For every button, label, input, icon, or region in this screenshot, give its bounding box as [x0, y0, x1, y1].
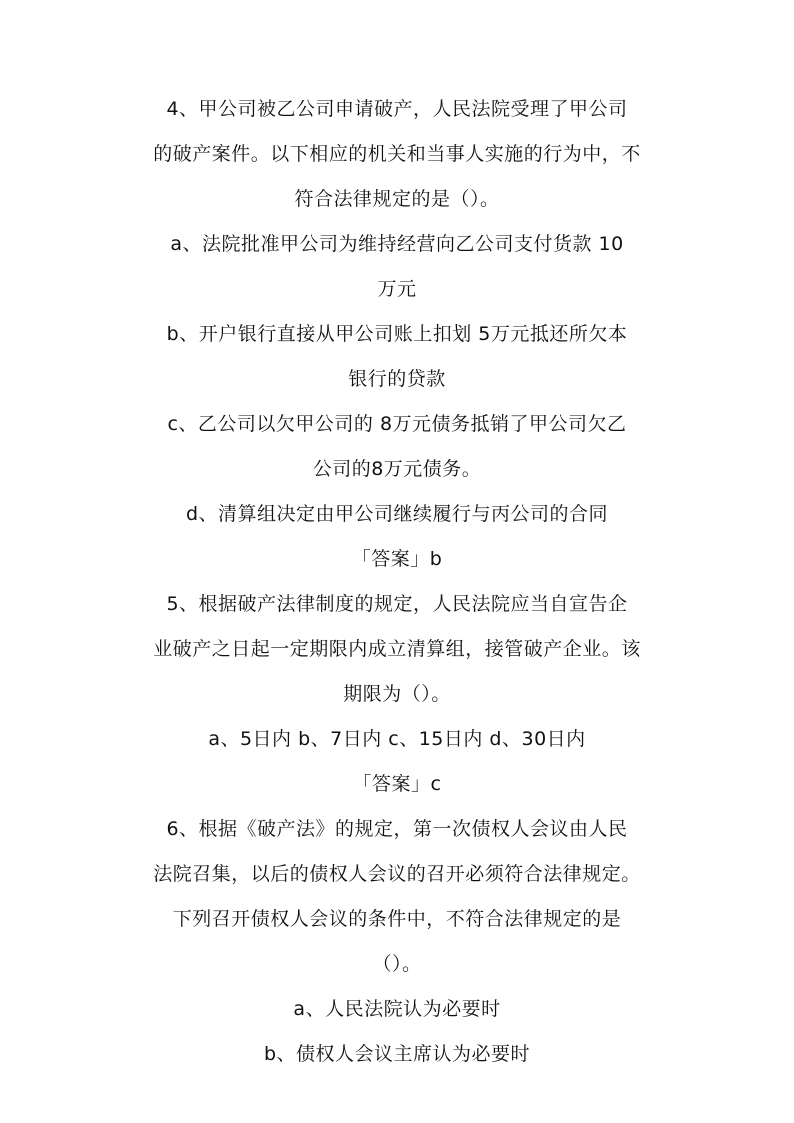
question-6-stem-line-2: 法院召集，以后的债权人会议的召开必须符合法律规定。	[153, 863, 641, 885]
question-4-answer: 「答案」b	[351, 548, 443, 570]
question-5-options: a、5日内 b、7日内 c、15日内 d、30日内	[208, 728, 586, 750]
question-4-stem-line-3: 符合法律规定的是（）。	[294, 188, 500, 210]
question-6-stem-line-1: 6、根据《破产法》的规定，第一次债权人会议由人民	[166, 818, 628, 840]
question-4-option-d: d、清算组决定由甲公司继续履行与丙公司的合同	[185, 503, 609, 525]
question-6-stem-line-4: （）。	[372, 953, 422, 975]
question-6-stem-line-3: 下列召开债权人会议的条件中，不符合法律规定的是	[172, 908, 622, 930]
question-4-option-a-line-1: a、法院批准甲公司为维持经营向乙公司支付货款 10	[170, 233, 624, 255]
question-5-stem-line-3: 期限为（）。	[343, 683, 451, 705]
question-4-stem-line-2: 的破产案件。以下相应的机关和当事人实施的行为中，不	[153, 143, 641, 165]
question-4-stem-line-1: 4、甲公司被乙公司申请破产，人民法院受理了甲公司	[166, 98, 628, 120]
question-4-option-c-line-2: 公司的8万元债务。	[312, 458, 482, 480]
question-4-option-c-line-1: c、乙公司以欠甲公司的 8万元债务抵销了甲公司欠乙	[167, 413, 627, 435]
question-6-option-a: a、人民法院认为必要时	[293, 998, 501, 1020]
question-4-option-a-line-2: 万元	[377, 278, 417, 300]
question-6-option-b: b、债权人会议主席认为必要时	[263, 1043, 531, 1065]
question-5-stem-line-1: 5、根据破产法律制度的规定，人民法院应当自宣告企	[166, 593, 628, 615]
question-4-option-b-line-1: b、开户银行直接从甲公司账上扣划 5万元抵还所欠本	[166, 323, 628, 345]
question-4-option-b-line-2: 银行的贷款	[348, 368, 446, 390]
question-5-stem-line-2: 业破产之日起一定期限内成立清算组，接管破产企业。该	[153, 638, 641, 660]
question-5-answer: 「答案」c	[352, 773, 442, 795]
